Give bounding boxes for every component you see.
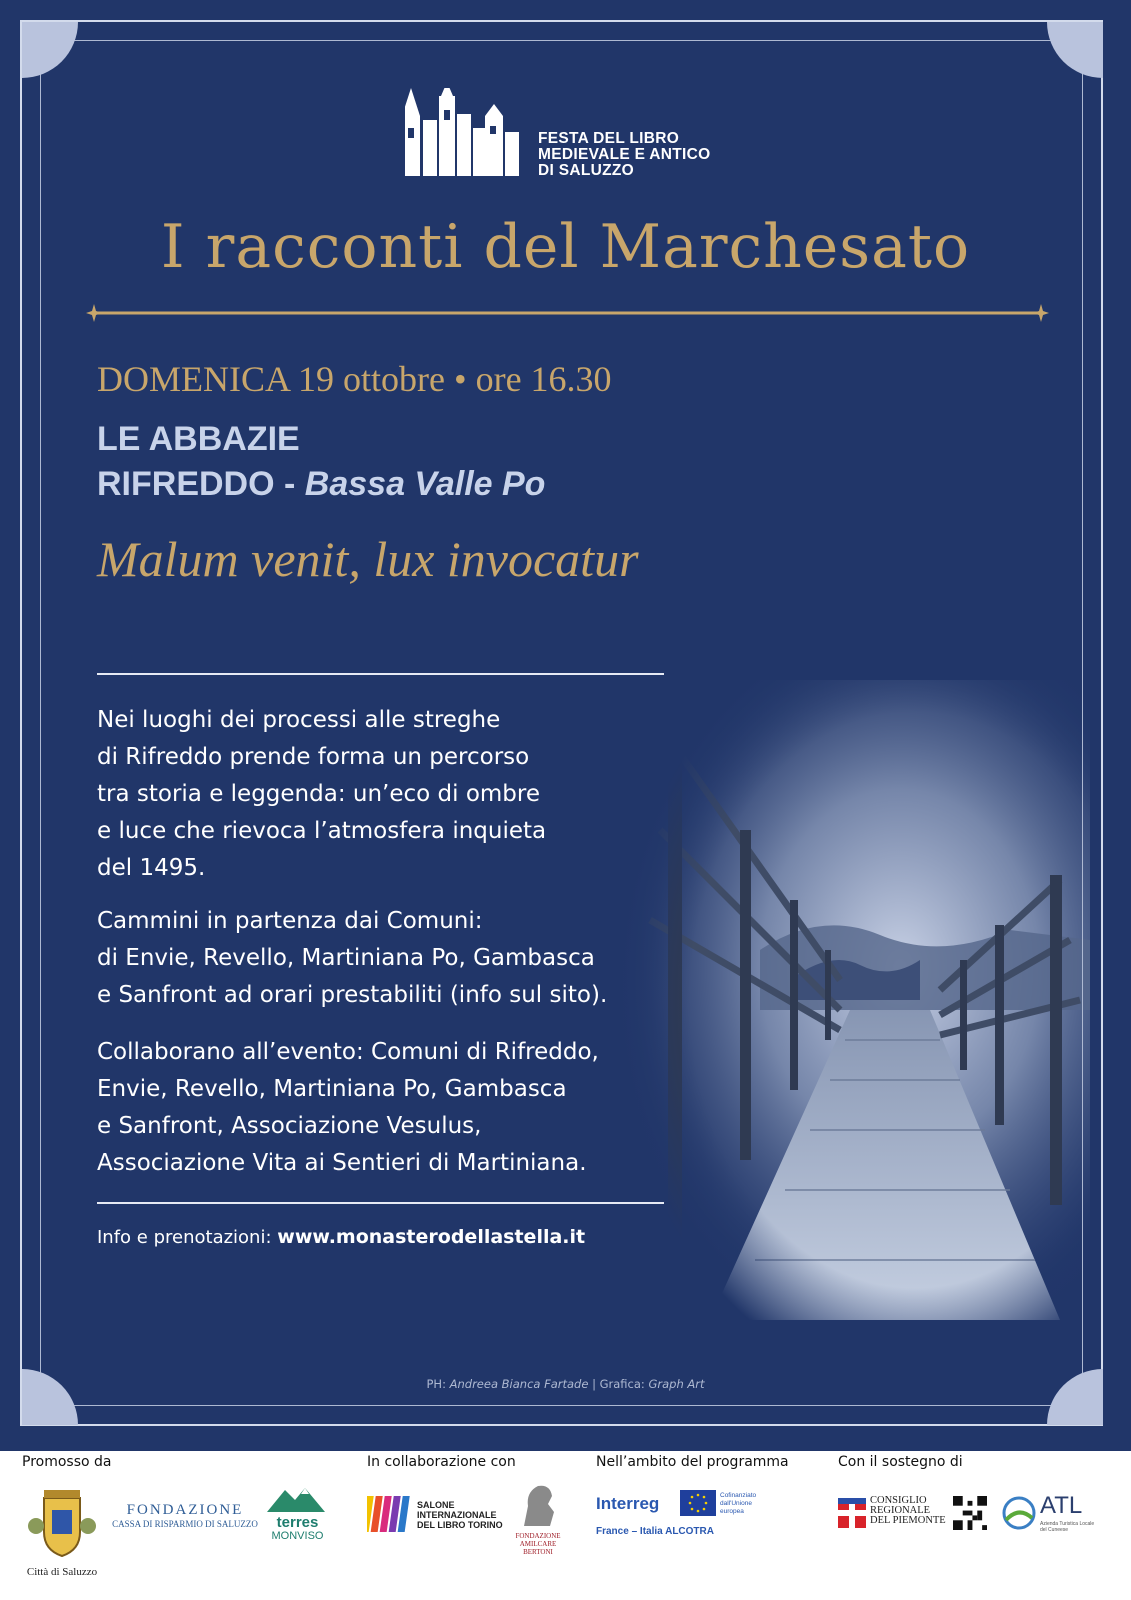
consiglio-line: REGIONALE — [870, 1505, 931, 1516]
location-separator: - — [274, 465, 305, 503]
coat-of-arms-icon — [22, 1480, 102, 1562]
alcotra-name: France – Italia ALCOTRA — [596, 1526, 714, 1537]
horse-head-icon — [510, 1482, 566, 1528]
mountain-icon — [265, 1486, 327, 1512]
interreg-name: Interreg — [596, 1494, 660, 1513]
eu-text — [720, 1492, 776, 1516]
divider — [97, 1202, 664, 1204]
bertoni-line: FONDAZIONE — [515, 1532, 561, 1540]
event-theme: LE ABBAZIE — [97, 420, 300, 458]
festival-logo-text — [538, 131, 710, 179]
logo-line: MEDIEVALE E ANTICO — [538, 146, 711, 163]
text-line: del 1495. — [97, 855, 206, 881]
text-line: Associazione Vita ai Sentieri di Martiniana. — [97, 1150, 587, 1176]
fondazione-logo — [110, 1502, 260, 1529]
text-line: Envie, Revello, Martiniana Po, Gambasca — [97, 1076, 567, 1102]
program-label: Nell’ambito del programma — [596, 1454, 789, 1470]
eu-line: dall'Unione europea — [720, 1500, 752, 1515]
credit-label: Grafica: — [599, 1377, 649, 1391]
fondazione-line2: CASSA DI RISPARMIO DI SALUZZO — [112, 1519, 258, 1529]
text-line: di Envie, Revello, Martiniana Po, Gambasca — [97, 945, 595, 971]
bertoni-logo — [510, 1482, 566, 1556]
collab-label: In collaborazione con — [367, 1454, 516, 1470]
salone-line: DEL LIBRO TORINO — [417, 1520, 503, 1530]
divider — [97, 673, 664, 675]
collaborators-paragraph — [97, 1034, 707, 1182]
text-line: Collaborano all’evento: Comuni di Rifreddo, — [97, 1039, 599, 1065]
salone-libro-logo — [367, 1494, 507, 1534]
salone-stripes-icon — [367, 1494, 411, 1534]
promoted-label: Promosso da — [22, 1454, 112, 1470]
fondazione-line1: FONDAZIONE — [126, 1502, 244, 1518]
bertoni-text — [510, 1532, 566, 1556]
consiglio-text — [870, 1496, 946, 1526]
piemonte-shield-icon — [838, 1498, 866, 1528]
text-line: tra storia e leggenda: un’eco di ombre — [97, 781, 541, 807]
gold-divider — [80, 300, 1055, 326]
text-line: Cammini in partenza dai Comuni: — [97, 908, 483, 934]
bertoni-line: AMILCARE — [519, 1540, 557, 1548]
consiglio-logo — [838, 1496, 948, 1530]
terres-line2: MONVISO — [271, 1530, 324, 1542]
atl-name: ATL — [1040, 1492, 1083, 1519]
logo-line: FESTA DEL LIBRO — [538, 130, 680, 147]
qr-code-icon[interactable] — [953, 1496, 987, 1530]
location-valley: Bassa Valle Po — [304, 465, 546, 503]
designer-name: Graph Art — [648, 1377, 705, 1391]
event-subtitle: Malum venit, lux invocatur — [97, 531, 639, 587]
interreg-logo — [596, 1490, 776, 1540]
page-title: I racconti del Marchesato — [160, 212, 971, 282]
info-label: Info e prenotazioni: — [97, 1227, 278, 1248]
logo-line: DI SALUZZO — [538, 162, 634, 179]
atl-circle-icon — [1002, 1496, 1036, 1530]
text-line: e luce che rievoca l’atmosfera inquieta — [97, 818, 547, 844]
salone-text — [417, 1500, 503, 1530]
support-label: Con il sostegno di — [838, 1454, 963, 1470]
text-line: Nei luoghi dei processi alle streghe — [97, 707, 501, 733]
consiglio-line: CONSIGLIO — [870, 1495, 927, 1506]
terres-line1: terres — [276, 1514, 319, 1531]
event-location — [97, 465, 545, 504]
location-town: RIFREDDO — [97, 465, 275, 503]
paths-paragraph — [97, 903, 707, 1014]
credit-separator: | — [588, 1377, 600, 1391]
text-line: e Sanfront, Associazione Vesulus, — [97, 1113, 482, 1139]
event-date: DOMENICA 19 ottobre • ore 16.30 — [97, 359, 612, 399]
photo-credits — [0, 1377, 1131, 1391]
salone-line: INTERNAZIONALE — [417, 1510, 497, 1520]
citta-saluzzo-logo — [22, 1480, 102, 1580]
info-link[interactable]: www.monasterodellastella.it — [277, 1226, 586, 1248]
bertoni-line: BERTONI — [523, 1548, 553, 1556]
eu-line: Cofinanziato — [720, 1492, 757, 1499]
salone-line: SALONE — [417, 1500, 455, 1510]
description-paragraph — [97, 702, 707, 887]
consiglio-line: DEL PIEMONTE — [870, 1515, 946, 1526]
photographer-name: Andreea Bianca Fartade — [449, 1377, 589, 1391]
booking-info — [97, 1226, 585, 1248]
atl-subtitle: Azienda Turistica Locale del Cuneese — [1040, 1521, 1095, 1533]
atl-logo — [1002, 1492, 1097, 1536]
terres-monviso-logo — [265, 1486, 330, 1542]
text-line: di Rifreddo prende forma un percorso — [97, 744, 530, 770]
citta-name: Città di Saluzzo — [26, 1566, 98, 1578]
credit-label: PH: — [426, 1377, 450, 1391]
text-line: e Sanfront ad orari prestabiliti (info sul sito). — [97, 982, 608, 1008]
eu-flag-icon — [680, 1490, 716, 1516]
